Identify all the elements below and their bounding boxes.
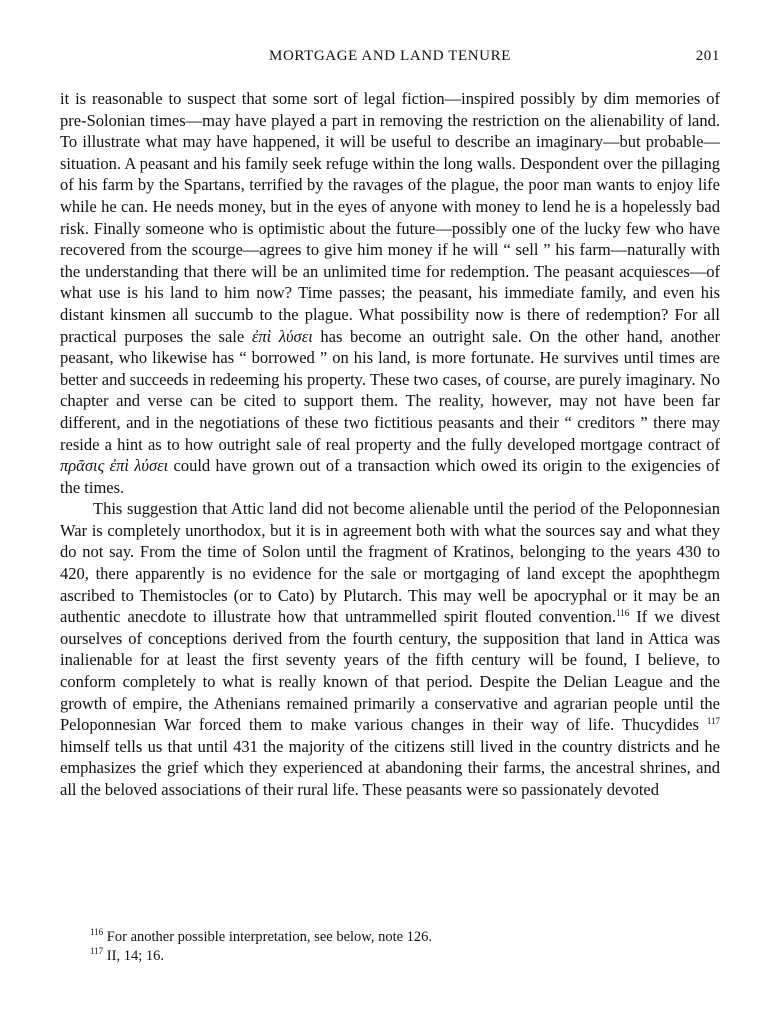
text-run: has become an outright sale. On the other hand, another peasant, who likewise has “ borrowed ” on his land, is more fortunate. He survives until times are better and succeeds in redeeming his property. These two cases, of course, are purely imaginary. No chapter and verse can be cited to support them. The reality, however, may not have been far different, and in the negotiations of these two fictitious peasants and their “ creditors ” there may reside a hint as to how outright sale of real property and the fully developed mortgage contract of bbox=[60, 326, 720, 454]
greek-phrase: πρᾶσις ἐπὶ λύσει bbox=[60, 456, 169, 476]
footnote-number: 116 bbox=[90, 927, 104, 937]
running-title: MORTGAGE AND LAND TENURE bbox=[269, 48, 511, 64]
footnote-text: II, 14; 16. bbox=[103, 948, 164, 964]
paragraph bbox=[60, 498, 720, 800]
footnote-text: For another possible interpretation, see below, note 126. bbox=[103, 929, 433, 945]
footnote-number: 117 bbox=[90, 946, 104, 956]
footnote bbox=[90, 928, 720, 947]
footnote-ref: 117 bbox=[706, 716, 720, 727]
greek-phrase: ἐπὶ λύσει bbox=[251, 326, 313, 346]
footnote-ref: 116 bbox=[616, 608, 630, 619]
text-run: himself tells us that until 431 the majority of the citizens still lived in the country districts and he emphasizes the grief which they experienced at abandoning their farms, the ancestral shrines, and all the beloved associations of their rural life. These peasants were so passionately devoted bbox=[60, 736, 720, 799]
running-header bbox=[60, 48, 720, 72]
text-run: could have grown out of a transaction which owed its origin to the exigencies of the times. bbox=[60, 456, 720, 497]
text-run: This suggestion that Attic land did not become alienable until the period of the Peloponnesian War is completely unorthodox, but it is in agreement both with what the sources say and what they do not say. From the time of Solon until the fragment of Kratinos, belonging to the years 430 to 420, there apparently is no evidence for the sale or mortgaging of land except the apophthegm ascribed to Themistocles (or to Cato) by Plutarch. This may well be apocryphal or it may be an authentic anecdote to illustrate how that untrammelled spirit flouted convention. bbox=[60, 499, 720, 627]
footnote bbox=[90, 947, 720, 966]
body-text bbox=[60, 88, 720, 801]
text-run: If we divest ourselves of conceptions derived from the fourth century, the supposition that land in Attica was inalienable for at least the first seventy years of the fifth century will be found, I believe, to conform completely to what is really known of that period. Despite the Delian League and the growth of empire, the Athenians remained primarily a conservative and agrarian people until the Peloponnesian War forced them to make various changes in their way of life. Thucydides bbox=[60, 607, 720, 735]
footnotes bbox=[90, 928, 720, 966]
text-run: it is reasonable to suspect that some sort of legal fiction—inspired possibly by dim memories of pre-Solonian times—may have played a part in removing the restriction on the alienability of land. To illustrate what may have happened, it will be useful to describe an imaginary—but probable—situation. A peasant and his family seek refuge within the long walls. Despondent over the pillaging of his farm by the Spartans, terrified by the ravages of the plague, the poor man wants to enjoy life while he can. He needs money, but in the eyes of anyone with money to lend he is a hopelessly bad risk. Finally someone who is optimistic about the future—possibly one of the lucky few who have recovered from the scourge—agrees to give him money if he will “ sell ” his farm—naturally with the understanding that there will be an unlimited time for redemption. The peasant acquiesces—of what use is his land to him now? Time passes; the peasant, his immediate family, and even his distant kinsmen all succumb to the plague. What possibility now is there of redemption? For all practical purposes the sale bbox=[60, 89, 720, 346]
paragraph bbox=[60, 88, 720, 498]
page-number: 201 bbox=[695, 48, 720, 64]
